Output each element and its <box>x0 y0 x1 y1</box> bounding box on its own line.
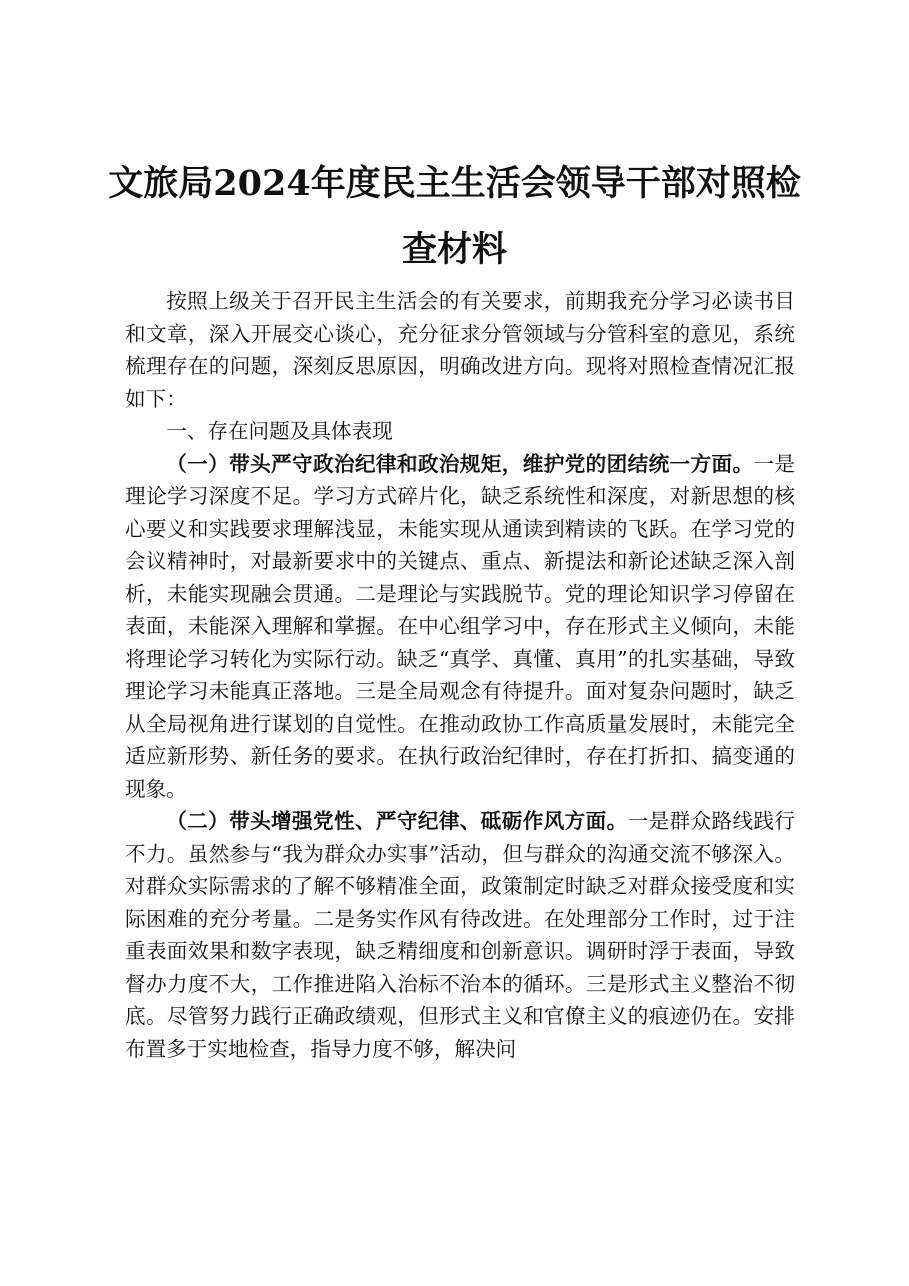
document-title-line-1: 文旅局2024年度民主生活会领导干部对照检 <box>108 163 801 204</box>
item-2-text: 一是群众路线践行不力。虽然参与“我为群众办实事”活动，但与群众的沟通交流不够深入。对群众实际需求的了解不够精准全面，政策制定时缺乏对群众接受度和实际困难的充分考量。二是务实作风有待改进。在处理部分工作时，过于注重表面效果和数字表现，缺乏精细度和创新意识。调研时浮于表面，导致督办力度不大，工作推进陷入治标不治本的循环。三是形式主义整治不彻底。尽管努力践行正确政绩观，但形式主义和官僚主义的痕迹仍在。安排布置多于实地检查，指导力度不够，解决问 <box>125 809 795 1061</box>
item-paragraph-1 <box>125 448 795 806</box>
item-2-lead: （二）带头增强党性、严守纪律、砥砺作风方面。 <box>166 809 628 833</box>
document-body <box>125 285 795 1065</box>
item-paragraph-2 <box>125 805 795 1065</box>
intro-paragraph: 按照上级关于召开民主生活会的有关要求，前期我充分学习必读书目和文章，深入开展交心谈心，充分征求分管领域与分管科室的意见，系统梳理存在的问题，深刻反思原因，明确改进方向。现将对照检查情况汇报如下： <box>125 289 795 411</box>
section-heading: 一、存在问题及具体表现 <box>166 419 393 443</box>
document-title-line-2: 查材料 <box>401 229 507 270</box>
item-1-lead: （一）带头严守政治纪律和政治规矩，维护党的团结统一方面。 <box>166 451 754 476</box>
item-1-text: 一是理论学习深度不足。学习方式碎片化，缺乏系统性和深度，对新思想的核心要义和实践要求理解浅显，未能实现从通读到精读的飞跃。在学习党的会议精神时，对最新要求中的关键点、重点、新提法和新论述缺乏深入剖析，未能实现融会贯通。二是理论与实践脱节。党的理论知识学习停留在表面，未能深入理解和掌握。在中心组学习中，存在形式主义倾向，未能将理论学习转化为实际行动。缺乏“真学、真懂、真用”的扎实基础，导致理论学习未能真正落地。三是全局观念有待提升。面对复杂问题时，缺乏从全局视角进行谋划的自觉性。在推动政协工作高质量发展时，未能完全适应新形势、新任务的要求。在执行政治纪律时，存在打折扣、搞变通的现象。 <box>125 451 796 801</box>
